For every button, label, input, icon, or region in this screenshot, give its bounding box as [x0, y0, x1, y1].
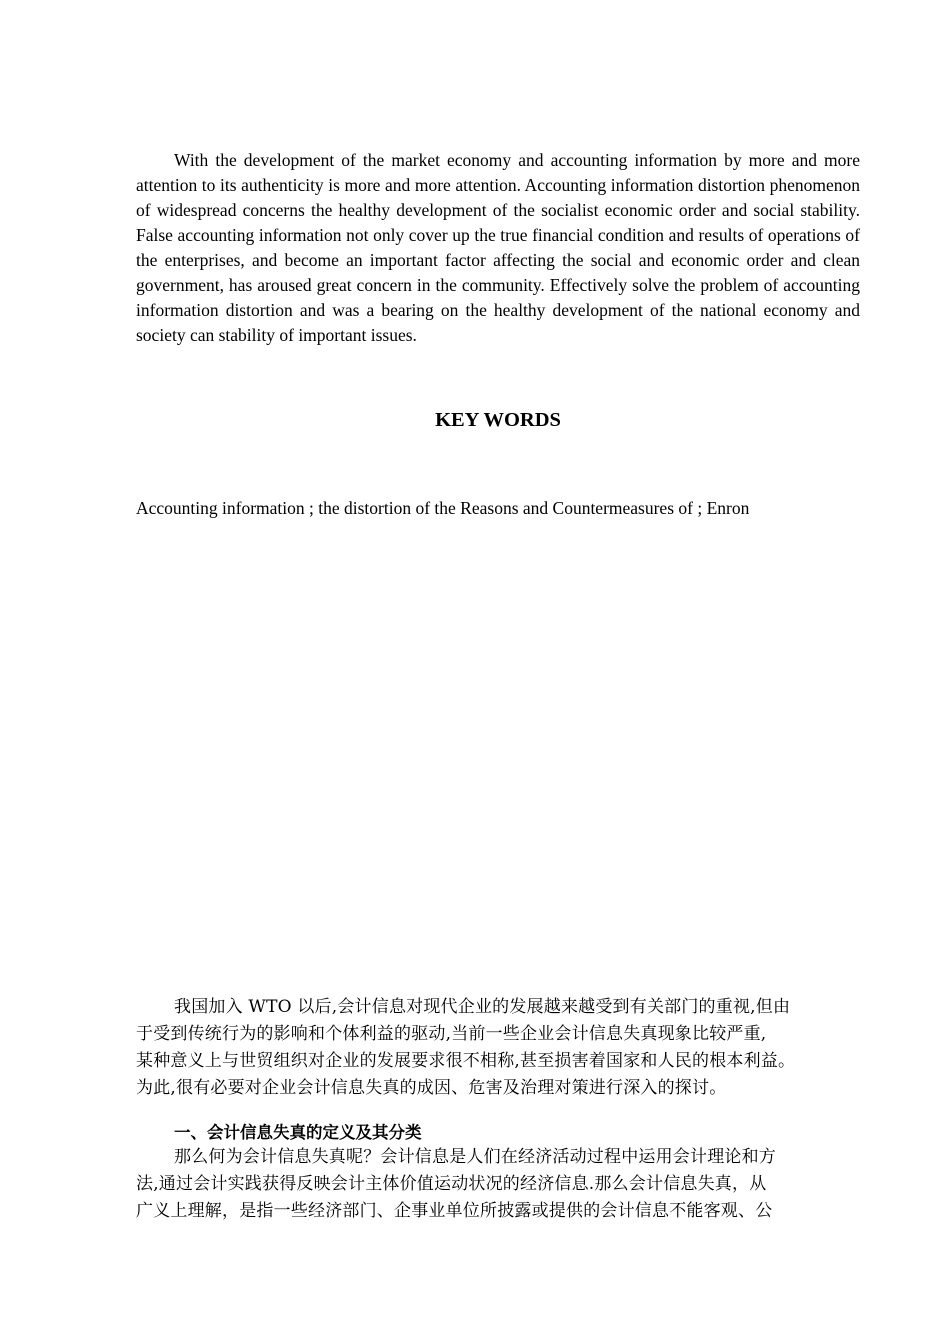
keywords-title: KEY WORDS: [435, 409, 561, 431]
chinese-intro-paragraph: [136, 994, 860, 1102]
keywords-text: Accounting information ; the distortion of the Reasons and Countermeasures of ; Enron: [136, 498, 750, 518]
text-line: 某种意义上与世贸组织对企业的发展要求很不相称,甚至损害着国家和人民的根本利益。: [136, 1051, 796, 1071]
text-line: 那么何为会计信息失真呢？会计信息是人们在经济活动过程中运用会计理论和方: [174, 1147, 776, 1167]
section-heading: 一、会计信息失真的定义及其分类: [174, 1123, 422, 1142]
text-line: 为此,很有必要对企业会计信息失真的成因、危害及治理对策进行深入的探讨。: [136, 1078, 727, 1098]
text-line: 广义上理解，是指一些经济部门、企事业单位所披露或提供的会计信息不能客观、公: [136, 1201, 773, 1221]
text-line: 我国加入 WTO 以后,会计信息对现代企业的发展越来越受到有关部门的重视,但由: [174, 997, 791, 1017]
abstract-paragraph: With the development of the market economy and accounting information by more and more attention to its authenticity is more and more attention. Accounting information distortion phenomenon of widespread concerns the healthy development of the socialist economic order and social stability. False accounting information not only cover up the true financial condition and results of operations of the enterprises, and become an important factor affecting the social and economic order and clean government, has aroused great concern in the community. Effectively solve the problem of accounting information distortion and was a bearing on the healthy development of the national economy and society can stability of important issues.: [136, 150, 860, 345]
section-body-paragraph: [136, 1144, 860, 1225]
text-line: 于受到传统行为的影响和个体利益的驱动,当前一些企业会计信息失真现象比较严重,: [136, 1024, 767, 1044]
text-line: 法,通过会计实践获得反映会计主体价值运动状况的经济信息.那么会计信息失真，从: [136, 1174, 767, 1194]
